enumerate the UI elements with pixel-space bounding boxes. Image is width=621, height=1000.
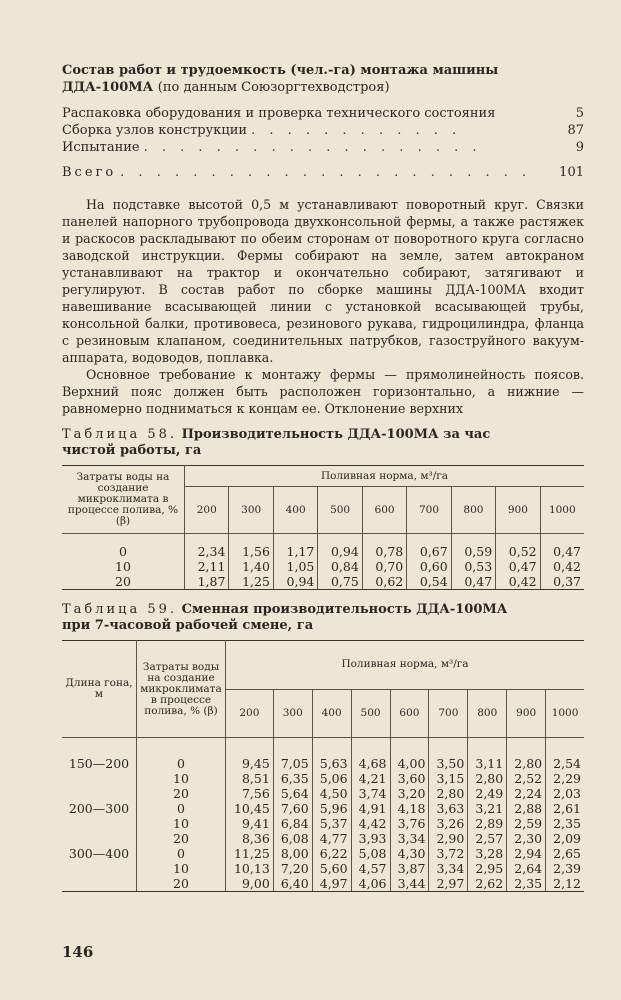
table59-value-cell: 2,80	[507, 756, 546, 771]
table59-length-cell	[62, 831, 137, 846]
table58-value-cell: 0,94	[273, 574, 317, 590]
table59-length-cell	[62, 786, 137, 801]
labor-heading-source: (по данным Союзоргтехводстроя)	[157, 80, 390, 95]
spacer-cell	[451, 534, 495, 545]
spacer-cell	[226, 738, 274, 757]
table59-value-cell: 4,18	[390, 801, 429, 816]
table58-row	[62, 559, 584, 574]
table59-caption-title: Сменная производительность ДДА-100МА	[181, 602, 508, 617]
table59-value-cell: 2,94	[507, 846, 546, 861]
table59-value-cell: 3,26	[429, 816, 468, 831]
table58-norm-cell: 900	[496, 487, 540, 534]
table59-row	[62, 816, 584, 831]
table59-row	[62, 756, 584, 771]
spacer-cell	[496, 534, 540, 545]
table58-caption-label: Таблица 58.	[62, 427, 178, 442]
spacer-cell	[546, 738, 584, 757]
spacer-cell	[407, 534, 451, 545]
table59-norm-cell: 200	[226, 689, 274, 738]
table59-value-cell: 4,97	[312, 876, 351, 892]
labor-heading-machine: ДДА-100МА	[62, 80, 154, 95]
table59-value-cell: 9,41	[226, 816, 274, 831]
table59-value-cell: 3,20	[390, 786, 429, 801]
table59-value-cell: 2,54	[546, 756, 584, 771]
table59-value-cell: 4,77	[312, 831, 351, 846]
spacer-cell	[273, 534, 317, 545]
table59-value-cell: 4,06	[351, 876, 390, 892]
table59-value-cell: 2,12	[546, 876, 584, 892]
table58-value-cell: 0,70	[362, 559, 406, 574]
labor-item-label: Распаковка оборудования и проверка технического состояния	[62, 106, 496, 121]
table59-norm-cell: 700	[429, 689, 468, 738]
table58-beta-cell: 10	[115, 559, 131, 574]
table59-caption-label: Таблица 59.	[62, 602, 178, 617]
spacer-cell	[390, 738, 429, 757]
table58-norm-header: Поливная норма, м³/га	[185, 466, 585, 487]
table58-value-cell: 0,94	[318, 544, 362, 559]
table59-value-cell: 3,76	[390, 816, 429, 831]
table58-value-cell: 0,47	[540, 544, 584, 559]
table59-row	[62, 846, 584, 861]
table58-col-beta-header: Затраты воды на создание микроклимата в процессе полива, % (β)	[62, 466, 185, 534]
table59-length-cell	[62, 876, 137, 892]
table59-value-cell: 2,35	[507, 876, 546, 892]
table58-norm-cell: 600	[362, 487, 406, 534]
table58-value-cell: 0,37	[540, 574, 584, 590]
table58-norm-cell: 500	[318, 487, 362, 534]
table59-value-cell: 6,35	[273, 771, 312, 786]
table59-body	[62, 738, 584, 892]
table59-value-cell: 2,59	[507, 816, 546, 831]
spacer-cell	[351, 738, 390, 757]
table59	[62, 640, 584, 892]
table59-beta-cell: 10	[137, 861, 226, 876]
labor-item-leader: . . . . . . . . . . . . . . . . . . .	[143, 140, 482, 155]
spacer-cell	[429, 738, 468, 757]
table59-value-cell: 2,90	[429, 831, 468, 846]
table58-value-cell: 0,47	[451, 574, 495, 590]
table59-norm-header: Поливная норма, м³/га	[226, 641, 585, 690]
table58-value-cell: 0,59	[451, 544, 495, 559]
table59-value-cell: 5,63	[312, 756, 351, 771]
table59-value-cell: 7,20	[273, 861, 312, 876]
table59-value-cell: 2,03	[546, 786, 584, 801]
table59-value-cell: 5,60	[312, 861, 351, 876]
table58-value-cell: 0,53	[451, 559, 495, 574]
table59-value-cell: 2,49	[468, 786, 507, 801]
table59-norm-cell: 300	[273, 689, 312, 738]
table59-value-cell: 3,50	[429, 756, 468, 771]
table59-row	[62, 771, 584, 786]
table59-value-cell: 3,72	[429, 846, 468, 861]
table59-norm-cell: 900	[507, 689, 546, 738]
table59-row	[62, 801, 584, 816]
table59-value-cell: 2,80	[429, 786, 468, 801]
table59-beta-cell: 0	[137, 801, 226, 816]
table59-value-cell: 6,84	[273, 816, 312, 831]
table58-value-cell: 0,42	[496, 574, 540, 590]
labor-heading-line1: Состав работ и трудоемкость (чел.-га) монтажа машины	[62, 63, 499, 78]
table58-value-cell: 1,05	[273, 559, 317, 574]
table58-value-cell: 0,54	[407, 574, 451, 590]
table59-row	[62, 876, 584, 892]
labor-item-label: Испытание	[62, 140, 140, 155]
table58-norm-cell: 300	[229, 487, 273, 534]
table59-value-cell: 4,21	[351, 771, 390, 786]
table59-norm-cell: 800	[468, 689, 507, 738]
table59-value-cell: 4,57	[351, 861, 390, 876]
table59-norm-cell: 400	[312, 689, 351, 738]
table59-col-beta-header: Затраты воды на создание микроклимата в процессе полива, % (β)	[137, 641, 226, 738]
table59-value-cell: 2,80	[468, 771, 507, 786]
table59-value-cell: 4,00	[390, 756, 429, 771]
table59-value-cell: 4,68	[351, 756, 390, 771]
table58-norm-cell: 700	[407, 487, 451, 534]
table59-value-cell: 3,87	[390, 861, 429, 876]
table59-row	[62, 861, 584, 876]
table59-value-cell: 3,15	[429, 771, 468, 786]
body-paragraph: На подставке высотой 0,5 м устанавливают поворотный круг. Связки панелей напорного трубопровода двухконсольной фермы, а также растяжек и раскосов раскладывают по обеим сторонам от поворотного круга согласно заводской инструкции. Фермы собирают на земле, затем автокраном устанавливают на трактор и окончательно собирают, затягивают и регулируют. В состав работ по сборке машины ДДА-100МА входит навешивание всасывающей линии с установкой всасывающей трубы, консольной балки, противовеса, резинового рукава, гидроцилиндра, фланца с резиновым клапаном, соединительных патрубков, газоструйного вакуум-аппарата, водоводов, поплавка.	[62, 197, 584, 365]
table59-value-cell: 8,36	[226, 831, 274, 846]
table59-value-cell: 2,35	[546, 816, 584, 831]
labor-item-value: 87	[567, 123, 584, 138]
table59-value-cell: 5,37	[312, 816, 351, 831]
table59-value-cell: 2,39	[546, 861, 584, 876]
table58-caption-title: Производительность ДДА-100МА за час	[181, 427, 491, 442]
labor-total-leader: . . . . . . . . . . . . . . . . . . . . . . .	[120, 165, 532, 180]
body-paragraph: Основное требование к монтажу фермы — прямолинейность поясов. Верхний пояс должен быть расположен горизонтально, а нижние — равномерно подниматься к концам ее. Отклонение верхних	[62, 367, 584, 416]
table59-value-cell: 3,63	[429, 801, 468, 816]
table59-beta-cell: 20	[137, 831, 226, 846]
page-number: 146	[62, 943, 94, 961]
table59-caption-title-cont: при 7-часовой рабочей смене, га	[62, 618, 314, 633]
spacer-cell	[137, 738, 226, 757]
table58-value-cell: 0,42	[540, 559, 584, 574]
table59-value-cell: 6,22	[312, 846, 351, 861]
table59-value-cell: 2,61	[546, 801, 584, 816]
table58-value-cell: 0,78	[362, 544, 406, 559]
table59-value-cell: 2,09	[546, 831, 584, 846]
spacer-cell	[507, 738, 546, 757]
table58-beta-cell: 0	[119, 544, 127, 559]
table59-value-cell: 3,34	[390, 831, 429, 846]
table59-length-cell	[62, 816, 137, 831]
table59-value-cell: 8,00	[273, 846, 312, 861]
spacer-cell	[318, 534, 362, 545]
spacer-cell	[185, 534, 229, 545]
table59-value-cell: 4,50	[312, 786, 351, 801]
table59-value-cell: 2,62	[468, 876, 507, 892]
spacer-cell	[540, 534, 584, 545]
table59-value-cell: 8,51	[226, 771, 274, 786]
table59-value-cell: 2,88	[507, 801, 546, 816]
spacer-cell	[468, 738, 507, 757]
table59-norm-cell: 600	[390, 689, 429, 738]
table58-spacer	[62, 534, 584, 545]
table59-value-cell: 2,29	[546, 771, 584, 786]
table59-beta-cell: 20	[137, 786, 226, 801]
table59-beta-cell: 10	[137, 771, 226, 786]
table58-value-cell: 0,62	[362, 574, 406, 590]
labor-item-value: 5	[575, 106, 584, 121]
table59-value-cell: 5,08	[351, 846, 390, 861]
table59-length-cell	[62, 771, 137, 786]
table59-value-cell: 3,21	[468, 801, 507, 816]
table58-norm-cell: 1000	[540, 487, 584, 534]
table59-value-cell: 6,08	[273, 831, 312, 846]
table58-caption-title-cont: чистой работы, га	[62, 443, 202, 458]
table59-value-cell: 5,96	[312, 801, 351, 816]
spacer-cell	[312, 738, 351, 757]
table59-value-cell: 3,60	[390, 771, 429, 786]
table59-value-cell: 2,95	[468, 861, 507, 876]
table58-value-cell: 1,87	[185, 574, 229, 590]
table59-row	[62, 786, 584, 801]
table58-beta-cell: 20	[62, 574, 185, 590]
labor-item-leader: . . . . . . . . . . . .	[251, 123, 462, 138]
table58-value-cell: 0,75	[318, 574, 362, 590]
table59-value-cell: 2,97	[429, 876, 468, 892]
table59-value-cell: 2,30	[507, 831, 546, 846]
table59-value-cell: 3,93	[351, 831, 390, 846]
table59-value-cell: 5,06	[312, 771, 351, 786]
table58-value-cell: 1,17	[273, 544, 317, 559]
table59-value-cell: 9,45	[226, 756, 274, 771]
table58-value-cell: 1,40	[229, 559, 273, 574]
table59-value-cell: 3,44	[390, 876, 429, 892]
spacer-cell	[62, 534, 185, 545]
table59-value-cell: 2,57	[468, 831, 507, 846]
table59-value-cell: 2,52	[507, 771, 546, 786]
table59-norm-cell: 1000	[546, 689, 584, 738]
table59-value-cell: 7,60	[273, 801, 312, 816]
table59-value-cell: 2,64	[507, 861, 546, 876]
table58-value-cell: 0,67	[407, 544, 451, 559]
table58-value-cell: 1,56	[229, 544, 273, 559]
labor-item	[62, 123, 584, 140]
table59-value-cell: 11,25	[226, 846, 274, 861]
table59-value-cell: 3,74	[351, 786, 390, 801]
table58-norm-cell: 200	[185, 487, 229, 534]
spacer-cell	[362, 534, 406, 545]
table59-length-cell	[62, 861, 137, 876]
table59-value-cell: 4,42	[351, 816, 390, 831]
table59-col-length-header: Длина гона, м	[62, 641, 137, 738]
page-content	[62, 62, 584, 892]
table59-spacer	[62, 738, 584, 757]
labor-item	[62, 106, 584, 123]
table58-value-cell: 0,47	[496, 559, 540, 574]
table59-value-cell: 3,28	[468, 846, 507, 861]
labor-total	[62, 165, 584, 182]
table59-value-cell: 2,24	[507, 786, 546, 801]
table59-value-cell: 9,00	[226, 876, 274, 892]
table58-row	[62, 544, 584, 559]
table58-value-cell: 0,52	[496, 544, 540, 559]
table59-value-cell: 4,30	[390, 846, 429, 861]
table59-value-cell: 7,05	[273, 756, 312, 771]
table58-row	[62, 574, 584, 590]
table59-value-cell: 7,56	[226, 786, 274, 801]
labor-total-label: Всего	[62, 165, 117, 180]
table59-caption	[62, 602, 584, 634]
table58	[62, 465, 584, 590]
labor-list	[62, 106, 584, 182]
table59-length-cell: 200—300	[68, 801, 130, 816]
spacer-cell	[229, 534, 273, 545]
table59-value-cell: 3,11	[468, 756, 507, 771]
table59-beta-cell: 0	[137, 846, 226, 861]
table59-length-cell: 300—400	[68, 846, 130, 861]
table58-value-cell: 2,11	[185, 559, 229, 574]
spacer-cell	[62, 738, 137, 757]
table59-beta-cell: 0	[137, 756, 226, 771]
table59-beta-cell: 10	[137, 816, 226, 831]
table58-norm-cell: 400	[273, 487, 317, 534]
labor-item	[62, 140, 584, 157]
table59-value-cell: 3,34	[429, 861, 468, 876]
table59-beta-cell: 20	[137, 876, 226, 892]
labor-total-value: 101	[559, 165, 584, 180]
labor-item-label: Сборка узлов конструкции	[62, 123, 248, 138]
table58-value-cell: 1,25	[229, 574, 273, 590]
labor-heading	[62, 62, 584, 96]
table58-norm-cell: 800	[451, 487, 495, 534]
table58-body	[62, 534, 584, 590]
table59-value-cell: 5,64	[273, 786, 312, 801]
labor-item-value: 9	[575, 140, 584, 155]
table59-value-cell: 10,45	[226, 801, 274, 816]
table59-value-cell: 6,40	[273, 876, 312, 892]
table59-row	[62, 831, 584, 846]
table58-value-cell: 0,84	[318, 559, 362, 574]
table59-length-cell: 150—200	[68, 756, 130, 771]
table59-value-cell: 2,65	[546, 846, 584, 861]
table59-value-cell: 2,89	[468, 816, 507, 831]
table58-caption	[62, 427, 584, 459]
table58-value-cell: 0,60	[407, 559, 451, 574]
table59-value-cell: 10,13	[226, 861, 274, 876]
table59-value-cell: 4,91	[351, 801, 390, 816]
table58-value-cell: 2,34	[185, 544, 229, 559]
spacer-cell	[273, 738, 312, 757]
table59-norm-cell: 500	[351, 689, 390, 738]
